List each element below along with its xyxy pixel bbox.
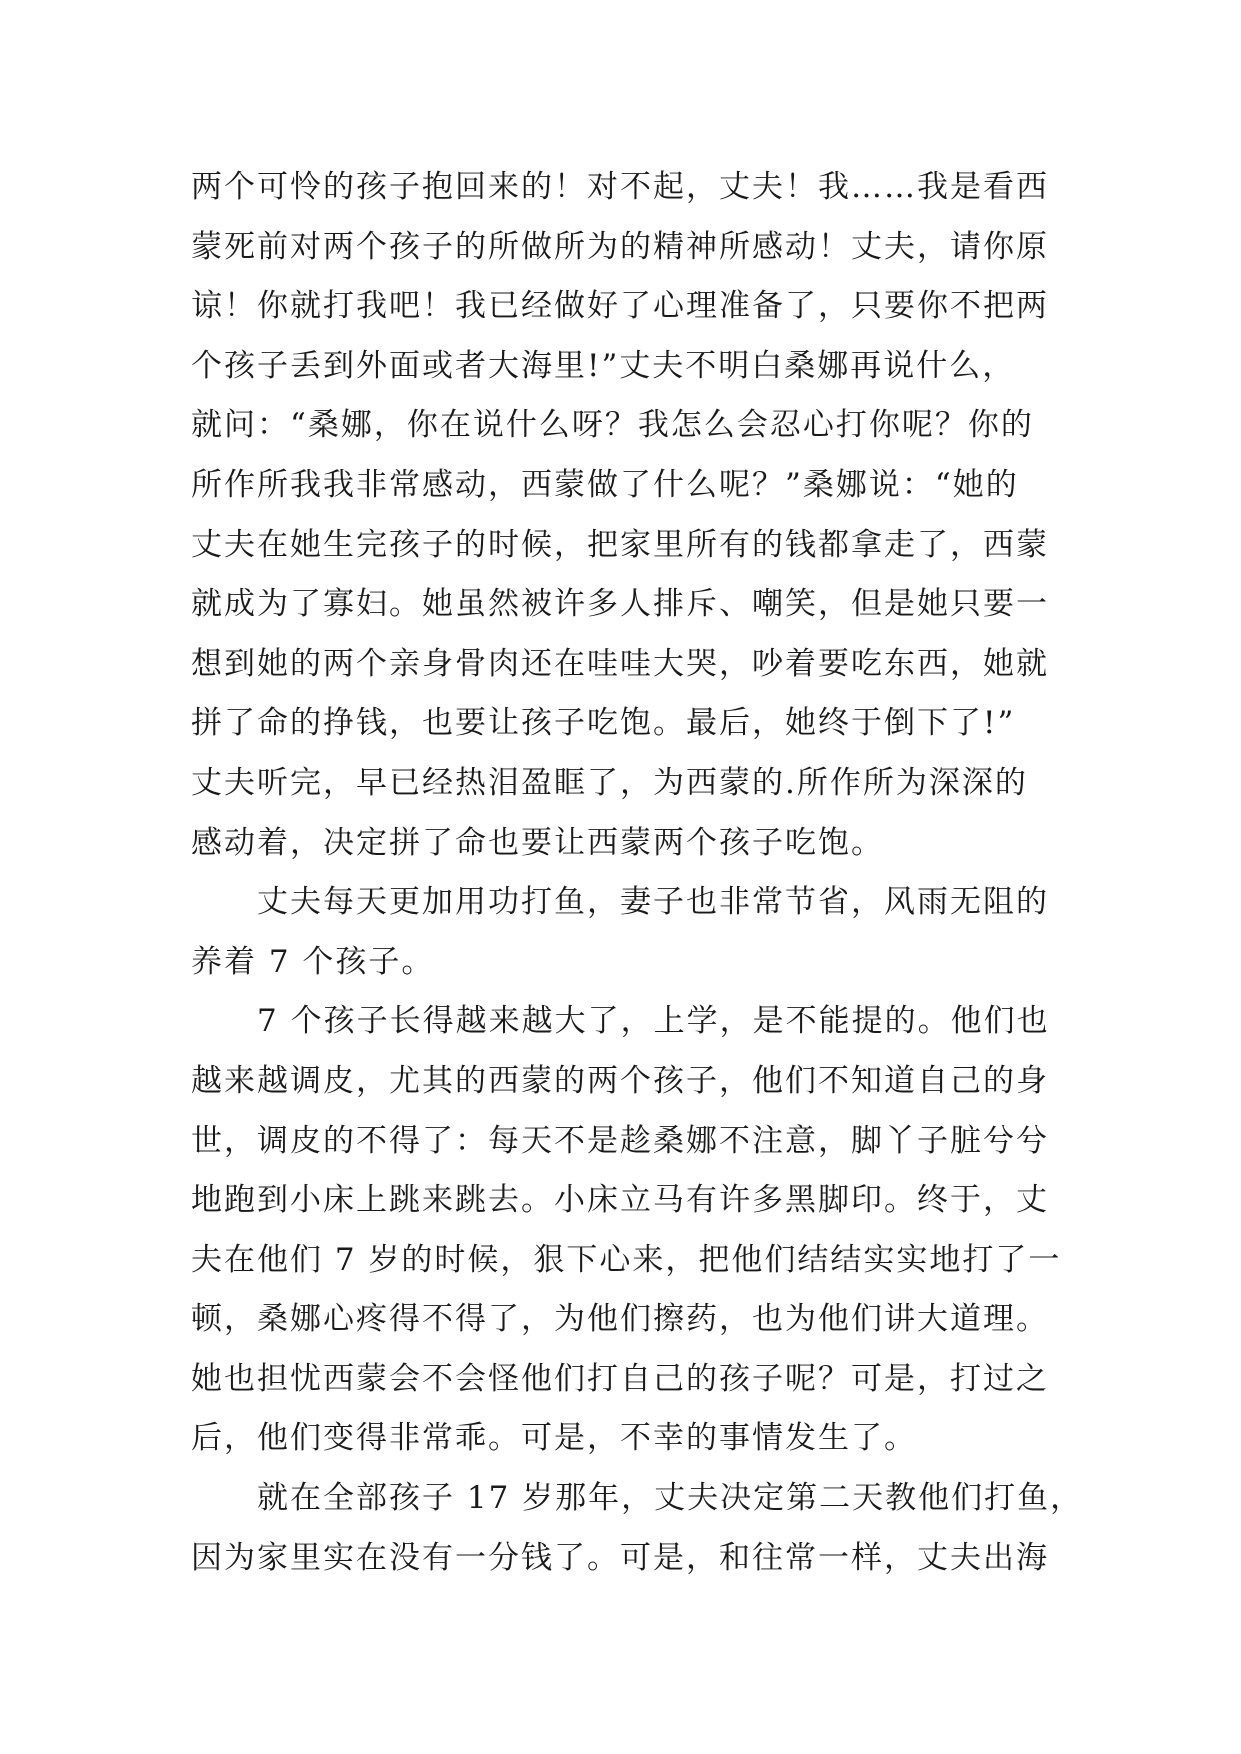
text-line: 个孩子丢到外面或者大海里!”丈夫不明白桑娜再说什么， — [191, 347, 1016, 384]
text-line: 就问：“桑娜，你在说什么呀？我怎么会忍心打你呢？你的 — [191, 407, 1034, 444]
text-line: 蒙死前对两个孩子的所做所为的精神所感动！丈夫，请你原 — [191, 228, 1049, 265]
text-line: 拼了命的挣钱，也要让孩子吃饱。最后，她终于倒下了!” — [191, 705, 1016, 742]
text-line: 养着 7 个孩子。 — [191, 943, 435, 980]
text-line: 两个可怜的孩子抱回来的！对不起，丈夫！我……我是看西 — [191, 169, 1049, 205]
text-line: 因为家里实在没有一分钱了。可是，和往常一样，丈夫出海 — [191, 1539, 1049, 1576]
text-line: 谅！你就打我吧！我已经做好了心理准备了，只要你不把两 — [191, 288, 1049, 325]
paragraph-first-line: 7 个孩子长得越来越大了，上学，是不能提的。他们也 — [257, 1003, 1050, 1040]
text-line: 所作所我我非常感动，西蒙做了什么呢？”桑娜说：“她的 — [191, 466, 1019, 503]
paragraph-first-line: 就在全部孩子 17 岁那年，丈夫决定第二天教他们打鱼， — [257, 1480, 1084, 1517]
text-line: 丈夫在她生完孩子的时候，把家里所有的钱都拿走了，西蒙 — [191, 526, 1049, 563]
text-line: 越来越调皮，尤其的西蒙的两个孩子，他们不知道自己的身 — [191, 1062, 1049, 1099]
text-line: 想到她的两个亲身骨肉还在哇哇大哭，吵着要吃东西，她就 — [191, 645, 1049, 682]
text-line: 世，调皮的不得了：每天不是趁桑娜不注意，脚丫子脏兮兮 — [191, 1122, 1049, 1159]
text-line: 地跑到小床上跳来跳去。小床立马有许多黑脚印。终于，丈 — [191, 1182, 1049, 1219]
text-line: 夫在他们 7 岁的时候，狠下心来，把他们结结实实地打了一 — [191, 1241, 1062, 1278]
text-line: 顿，桑娜心疼得不得了，为他们擦药，也为他们讲大道理。 — [191, 1301, 1049, 1338]
text-line: 感动着，决定拼了命也要让西蒙两个孩子吃饱。 — [191, 824, 884, 861]
text-line: 就成为了寡妇。她虽然被许多人排斥、嘲笑，但是她只要一 — [191, 586, 1049, 623]
text-line: 她也担忧西蒙会不会怪他们打自己的孩子呢？可是，打过之 — [191, 1360, 1049, 1397]
body-text — [191, 158, 1084, 1588]
text-line: 丈夫听完，早已经热泪盈眶了，为西蒙的.所作所为深深的 — [191, 764, 1028, 801]
text-line: 后，他们变得非常乖。可是，不幸的事情发生了。 — [191, 1420, 917, 1457]
paragraph-first-line: 丈夫每天更加用功打鱼，妻子也非常节省，风雨无阻的 — [257, 884, 1049, 921]
